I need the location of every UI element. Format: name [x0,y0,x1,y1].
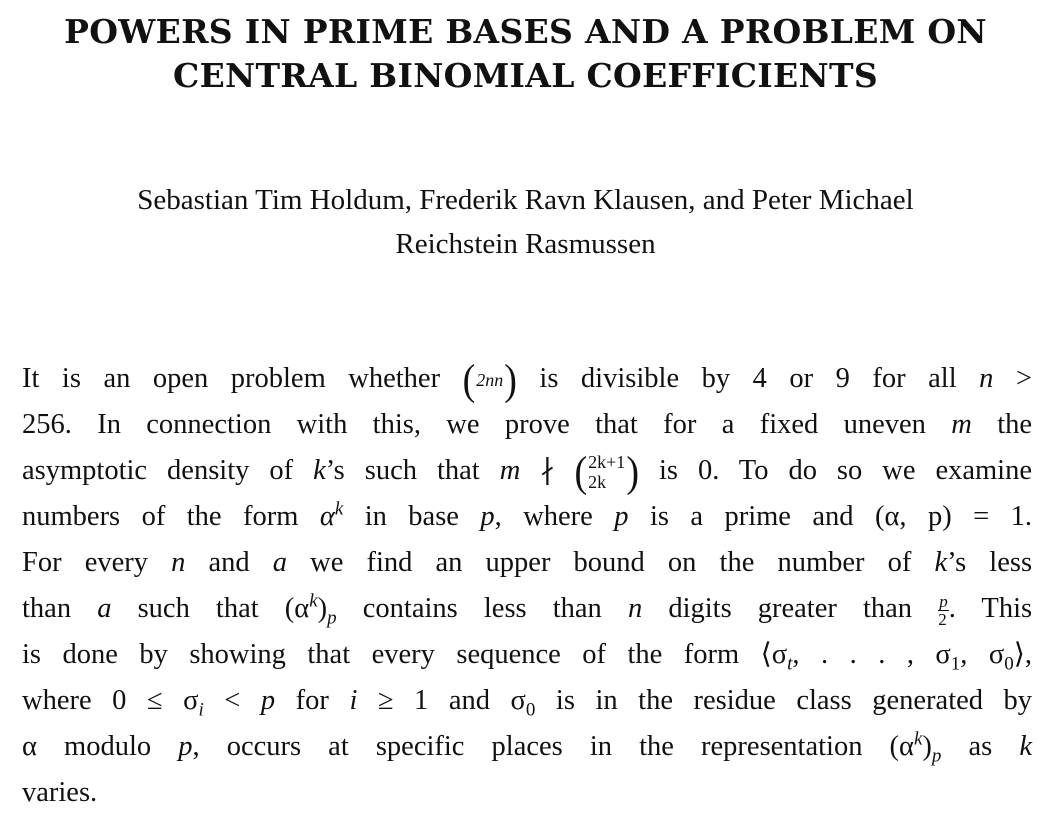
text-run: where 0 ≤ σ [22,685,199,716]
text-run: asymptotic density of [22,455,294,486]
text-run: is divisible by 4 or 9 for all [539,363,957,394]
binomial-2n-n: (2nn) [462,356,517,405]
text-run: and [208,547,250,578]
text-run: ) [317,593,328,624]
abstract-line-1 [22,356,1032,405]
text-run: > [1015,363,1032,394]
abstract-line-2 [22,402,1032,448]
text-run: numbers of the form [22,501,299,532]
text-run: ’s less [947,547,1033,578]
binom-top: 2k+1 [588,452,626,473]
abstract [22,356,1032,816]
math-subscript: 0 [525,699,536,721]
text-run: we find an upper bound on the number of [310,547,912,578]
text-run: . This [948,593,1033,624]
binom-bottom: 2k [588,472,607,493]
fraction-p-over-2 [938,593,949,628]
math-exponent: k [334,498,344,520]
text-run: in base [364,501,459,532]
text-run: is in the residue class generated by [555,685,1033,716]
text-run: varies. [22,777,98,808]
text-run: , where [494,501,593,532]
text-run: for [295,685,329,716]
abstract-line-5 [22,540,1032,586]
text-run: than [22,593,72,624]
abstract-line-3 [22,448,1032,497]
math-var: a [97,593,112,624]
frac-denominator: 2 [938,609,947,629]
text-run: < [224,685,241,716]
text-run: the [997,409,1033,440]
math-var: n [627,593,643,624]
text-run: digits greater than [668,593,913,624]
math-subscript: p [327,607,337,629]
text-run: ’s such that [325,455,480,486]
abstract-line-8 [22,678,1032,724]
title-line-1: POWERS IN PRIME BASES AND A PROBLEM ON [64,12,987,51]
math-var: a [272,547,288,578]
binom-top: 2n [476,370,495,391]
author-line-2: Reichstein Rasmussen [395,228,656,260]
paper-title [0,10,1051,98]
text-run: ⟩, [1013,639,1032,670]
text-run: α modulo [22,731,152,762]
math-subscript: 0 [1004,653,1014,675]
text-run: It is an open problem whether [22,363,441,394]
text-run: is done by showing that every sequence of the form ⟨σ [22,639,788,670]
math-var: m [499,455,521,486]
math-var: p [480,501,495,532]
math-var: n [171,547,186,578]
author-line-1: Sebastian Tim Holdum, Frederik Ravn Klausen, and Peter Michael [137,184,914,216]
text-run: , σ [960,639,1005,670]
text-run: as [968,731,993,762]
math-var: α [319,501,335,532]
math-var: p [614,501,629,532]
math-exponent: k [309,590,318,612]
math-symbol: ∤ [540,455,555,486]
binomial-2k1-2k: ( 2k+1 2k ) [574,448,639,497]
math-subscript: p [931,745,942,767]
binom-bottom: n [494,370,504,391]
abstract-line-10 [22,770,1032,816]
text-run: , occurs at specific places in the representation (α [192,731,914,762]
frac-numerator: p [939,591,948,611]
math-var: k [313,455,326,486]
text-run: such that (α [137,593,310,624]
math-exponent: k [913,728,923,750]
author-list [0,178,1051,266]
text-run: contains less than [362,593,602,624]
abstract-line-9 [22,724,1032,770]
abstract-line-7 [22,632,1032,678]
title-line-2: CENTRAL BINOMIAL COEFFICIENTS [173,56,878,95]
text-run: is a prime and (α, p) = 1. [649,501,1033,532]
math-var: p [260,685,276,716]
math-subscript: i [198,699,204,721]
math-var: k [934,547,948,578]
text-run: , . . . , σ [792,639,951,670]
math-var: k [1019,731,1033,762]
text-run: 256. In connection with this, we prove that for a fixed uneven [22,409,926,440]
math-subscript: 1 [950,653,961,675]
math-var: i [349,685,358,716]
text-run: ≥ 1 and σ [377,685,526,716]
math-var: p [178,731,193,762]
abstract-line-4 [22,494,1032,540]
text-run: ) [922,731,932,762]
abstract-line-6 [22,586,1032,632]
math-subscript: t [787,653,793,675]
text-run: For every [22,547,148,578]
math-var: m [951,409,972,440]
math-var: n [979,363,994,394]
text-run: is 0. To do so we examine [658,455,1032,486]
